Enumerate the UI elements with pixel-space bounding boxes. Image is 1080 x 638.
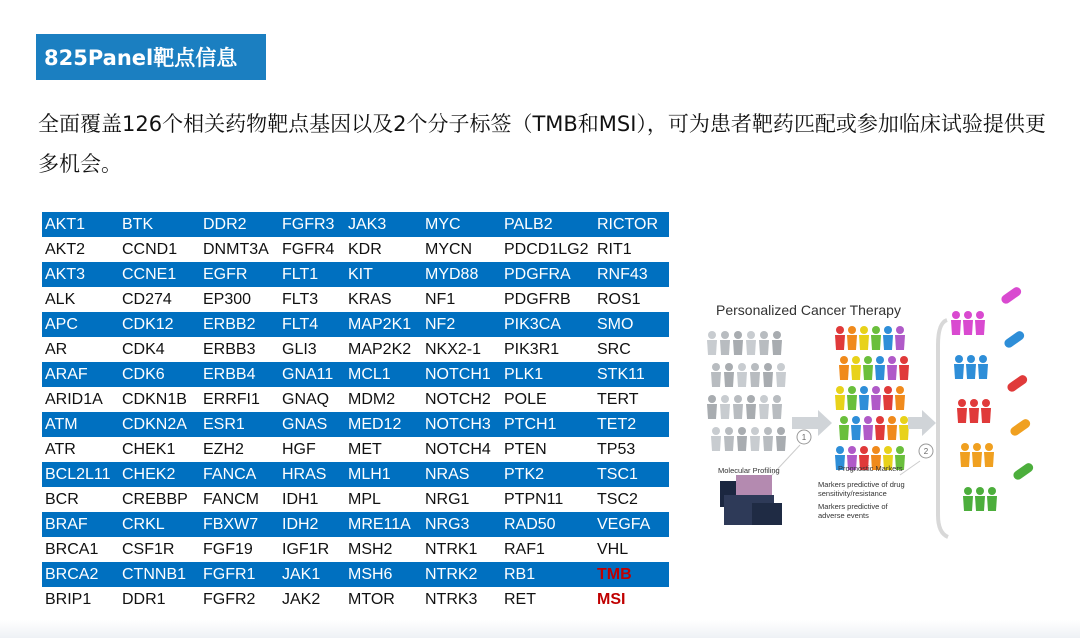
gene-cell: CDKN2A <box>119 412 200 437</box>
gene-cell: NTRK1 <box>422 537 501 562</box>
gene-cell: IDH1 <box>279 487 345 512</box>
gene-cell: ARAF <box>42 362 119 387</box>
gene-cell: JAK1 <box>279 562 345 587</box>
gene-cell: PLK1 <box>501 362 594 387</box>
table-row <box>42 287 669 312</box>
arrow-icon <box>792 410 832 436</box>
gene-cell: MET <box>345 437 422 462</box>
gene-cell: TSC2 <box>594 487 669 512</box>
gene-cell: PDGFRB <box>501 287 594 312</box>
gene-cell: NTRK3 <box>422 587 501 612</box>
gene-cell: BRAF <box>42 512 119 537</box>
bracket-icon <box>938 320 948 537</box>
gene-cell: ATM <box>42 412 119 437</box>
gene-cell: POLE <box>501 387 594 412</box>
gene-cell: TP53 <box>594 437 669 462</box>
gene-cell: NOTCH2 <box>422 387 501 412</box>
gene-cell: APC <box>42 312 119 337</box>
gene-cell: SRC <box>594 337 669 362</box>
gene-cell: KDR <box>345 237 422 262</box>
gene-cell: NOTCH1 <box>422 362 501 387</box>
stratified-patients-icon <box>835 326 909 470</box>
gene-cell: FGFR4 <box>279 237 345 262</box>
gene-cell: FLT1 <box>279 262 345 287</box>
gene-cell: MCL1 <box>345 362 422 387</box>
gene-cell: CDK6 <box>119 362 200 387</box>
gene-cell: NRAS <box>422 462 501 487</box>
gene-cell: AKT2 <box>42 237 119 262</box>
gene-cell: ROS1 <box>594 287 669 312</box>
table-row <box>42 412 669 437</box>
gene-cell: AKT1 <box>42 212 119 237</box>
gene-cell: RAF1 <box>501 537 594 562</box>
gene-cell: HRAS <box>279 462 345 487</box>
table-row <box>42 362 669 387</box>
section-title: 825Panel靶点信息 <box>36 34 266 80</box>
gene-cell: NKX2-1 <box>422 337 501 362</box>
gene-cell: RICTOR <box>594 212 669 237</box>
table-row <box>42 212 669 237</box>
gene-cell: CREBBP <box>119 487 200 512</box>
gene-cell: IGF1R <box>279 537 345 562</box>
gene-cell: BCR <box>42 487 119 512</box>
gene-cell: MYC <box>422 212 501 237</box>
gene-cell: ERBB4 <box>200 362 279 387</box>
gene-cell: EP300 <box>200 287 279 312</box>
gene-cell: STK11 <box>594 362 669 387</box>
gene-cell: PDGFRA <box>501 262 594 287</box>
gene-cell: MSH2 <box>345 537 422 562</box>
gene-cell: CCNE1 <box>119 262 200 287</box>
gene-cell: FLT3 <box>279 287 345 312</box>
gene-cell: FANCM <box>200 487 279 512</box>
gene-cell: MPL <box>345 487 422 512</box>
gene-cell: EZH2 <box>200 437 279 462</box>
gene-cell: MSH6 <box>345 562 422 587</box>
table-row <box>42 237 669 262</box>
gene-cell: JAK2 <box>279 587 345 612</box>
intro-paragraph: 全面覆盖126个相关药物靶点基因以及2个分子标签（TMB和MSI），可为患者靶药匹配或参加临床试验提供更多机会。 <box>38 112 1046 176</box>
gene-cell: HGF <box>279 437 345 462</box>
gene-cell: GNA11 <box>279 362 345 387</box>
table-row <box>42 312 669 337</box>
gene-cell: CHEK2 <box>119 462 200 487</box>
gene-cell: FGFR2 <box>200 587 279 612</box>
microscopy-images-icon <box>720 475 782 525</box>
gene-cell: RNF43 <box>594 262 669 287</box>
gene-cell: MYCN <box>422 237 501 262</box>
table-row <box>42 387 669 412</box>
gene-cell: BRCA2 <box>42 562 119 587</box>
table-row <box>42 537 669 562</box>
gene-cell: PDCD1LG2 <box>501 237 594 262</box>
gene-cell: RB1 <box>501 562 594 587</box>
gene-cell: PTPN11 <box>501 487 594 512</box>
drug-capsule-icons <box>1000 285 1035 481</box>
gene-cell: FLT4 <box>279 312 345 337</box>
gene-cell: TET2 <box>594 412 669 437</box>
step-1-label: 1 <box>801 433 807 442</box>
gene-cell: NRG3 <box>422 512 501 537</box>
bottom-divider <box>0 620 1080 638</box>
gene-cell: FGF19 <box>200 537 279 562</box>
gene-cell: RAD50 <box>501 512 594 537</box>
gene-cell: AR <box>42 337 119 362</box>
table-row <box>42 562 669 587</box>
table-row <box>42 512 669 537</box>
gene-cell: DDR1 <box>119 587 200 612</box>
table-row <box>42 462 669 487</box>
gene-cell: FGFR1 <box>200 562 279 587</box>
gene-cell: MAP2K2 <box>345 337 422 362</box>
gene-cell: ARID1A <box>42 387 119 412</box>
gene-cell: ATR <box>42 437 119 462</box>
gene-cell: VEGFA <box>594 512 669 537</box>
gene-cell: RIT1 <box>594 237 669 262</box>
gene-cell: BTK <box>119 212 200 237</box>
gene-cell: SMO <box>594 312 669 337</box>
treated-patients-icon <box>951 311 997 511</box>
gene-cell: PTK2 <box>501 462 594 487</box>
gene-cell: PTCH1 <box>501 412 594 437</box>
gene-cell: MDM2 <box>345 387 422 412</box>
gene-cell: NOTCH4 <box>422 437 501 462</box>
gene-cell: AKT3 <box>42 262 119 287</box>
patient-crowd-icon <box>707 331 786 451</box>
drug-markers-label-line1: Markers predictive of drug <box>818 480 905 489</box>
gene-cell: CDKN1B <box>119 387 200 412</box>
gene-cell: GNAS <box>279 412 345 437</box>
gene-cell: MAP2K1 <box>345 312 422 337</box>
gene-cell: KRAS <box>345 287 422 312</box>
table-row <box>42 587 669 612</box>
gene-cell: PIK3R1 <box>501 337 594 362</box>
gene-cell: MLH1 <box>345 462 422 487</box>
gene-cell: CRKL <box>119 512 200 537</box>
table-row <box>42 262 669 287</box>
gene-cell: GLI3 <box>279 337 345 362</box>
gene-cell: CD274 <box>119 287 200 312</box>
gene-cell: TERT <box>594 387 669 412</box>
gene-cell: MSI <box>594 587 669 612</box>
gene-cell: CDK4 <box>119 337 200 362</box>
gene-cell: PTEN <box>501 437 594 462</box>
gene-cell: FANCA <box>200 462 279 487</box>
gene-cell: MTOR <box>345 587 422 612</box>
adverse-markers-label-line2: adverse events <box>818 511 869 520</box>
adverse-markers-label-line1: Markers predictive of <box>818 502 888 511</box>
gene-cell: EGFR <box>200 262 279 287</box>
gene-cell: FBXW7 <box>200 512 279 537</box>
gene-cell: MRE11A <box>345 512 422 537</box>
gene-cell: ALK <box>42 287 119 312</box>
gene-cell: MED12 <box>345 412 422 437</box>
gene-cell: PALB2 <box>501 212 594 237</box>
gene-cell: ESR1 <box>200 412 279 437</box>
gene-cell: NRG1 <box>422 487 501 512</box>
gene-cell: MYD88 <box>422 262 501 287</box>
gene-cell: CHEK1 <box>119 437 200 462</box>
table-row <box>42 487 669 512</box>
arrow-icon <box>908 410 936 436</box>
gene-cell: NOTCH3 <box>422 412 501 437</box>
table-row <box>42 337 669 362</box>
gene-cell: NTRK2 <box>422 562 501 587</box>
gene-cell: BRIP1 <box>42 587 119 612</box>
gene-cell: DDR2 <box>200 212 279 237</box>
gene-cell: BRCA1 <box>42 537 119 562</box>
gene-cell: TMB <box>594 562 669 587</box>
gene-cell: IDH2 <box>279 512 345 537</box>
gene-cell: TSC1 <box>594 462 669 487</box>
gene-cell: CDK12 <box>119 312 200 337</box>
gene-cell: ERBB2 <box>200 312 279 337</box>
gene-cell: BCL2L11 <box>42 462 119 487</box>
gene-cell: FGFR3 <box>279 212 345 237</box>
gene-cell: VHL <box>594 537 669 562</box>
step-2-label: 2 <box>923 447 929 456</box>
gene-cell: NF1 <box>422 287 501 312</box>
gene-cell: CCND1 <box>119 237 200 262</box>
gene-cell: CTNNB1 <box>119 562 200 587</box>
gene-cell: GNAQ <box>279 387 345 412</box>
illustration-title: Personalized Cancer Therapy <box>716 302 901 318</box>
gene-cell: NF2 <box>422 312 501 337</box>
gene-cell: CSF1R <box>119 537 200 562</box>
gene-target-table <box>42 212 669 612</box>
molecular-profiling-label: Molecular Profiling <box>718 466 780 475</box>
gene-cell: DNMT3A <box>200 237 279 262</box>
gene-cell: ERBB3 <box>200 337 279 362</box>
gene-cell: JAK3 <box>345 212 422 237</box>
prognostic-markers-label: Prognostic Markers <box>838 464 903 473</box>
gene-cell: RET <box>501 587 594 612</box>
gene-cell: PIK3CA <box>501 312 594 337</box>
gene-cell: ERRFI1 <box>200 387 279 412</box>
drug-markers-label-line2: sensitivity/resistance <box>818 489 887 498</box>
gene-cell: KIT <box>345 262 422 287</box>
table-row <box>42 437 669 462</box>
